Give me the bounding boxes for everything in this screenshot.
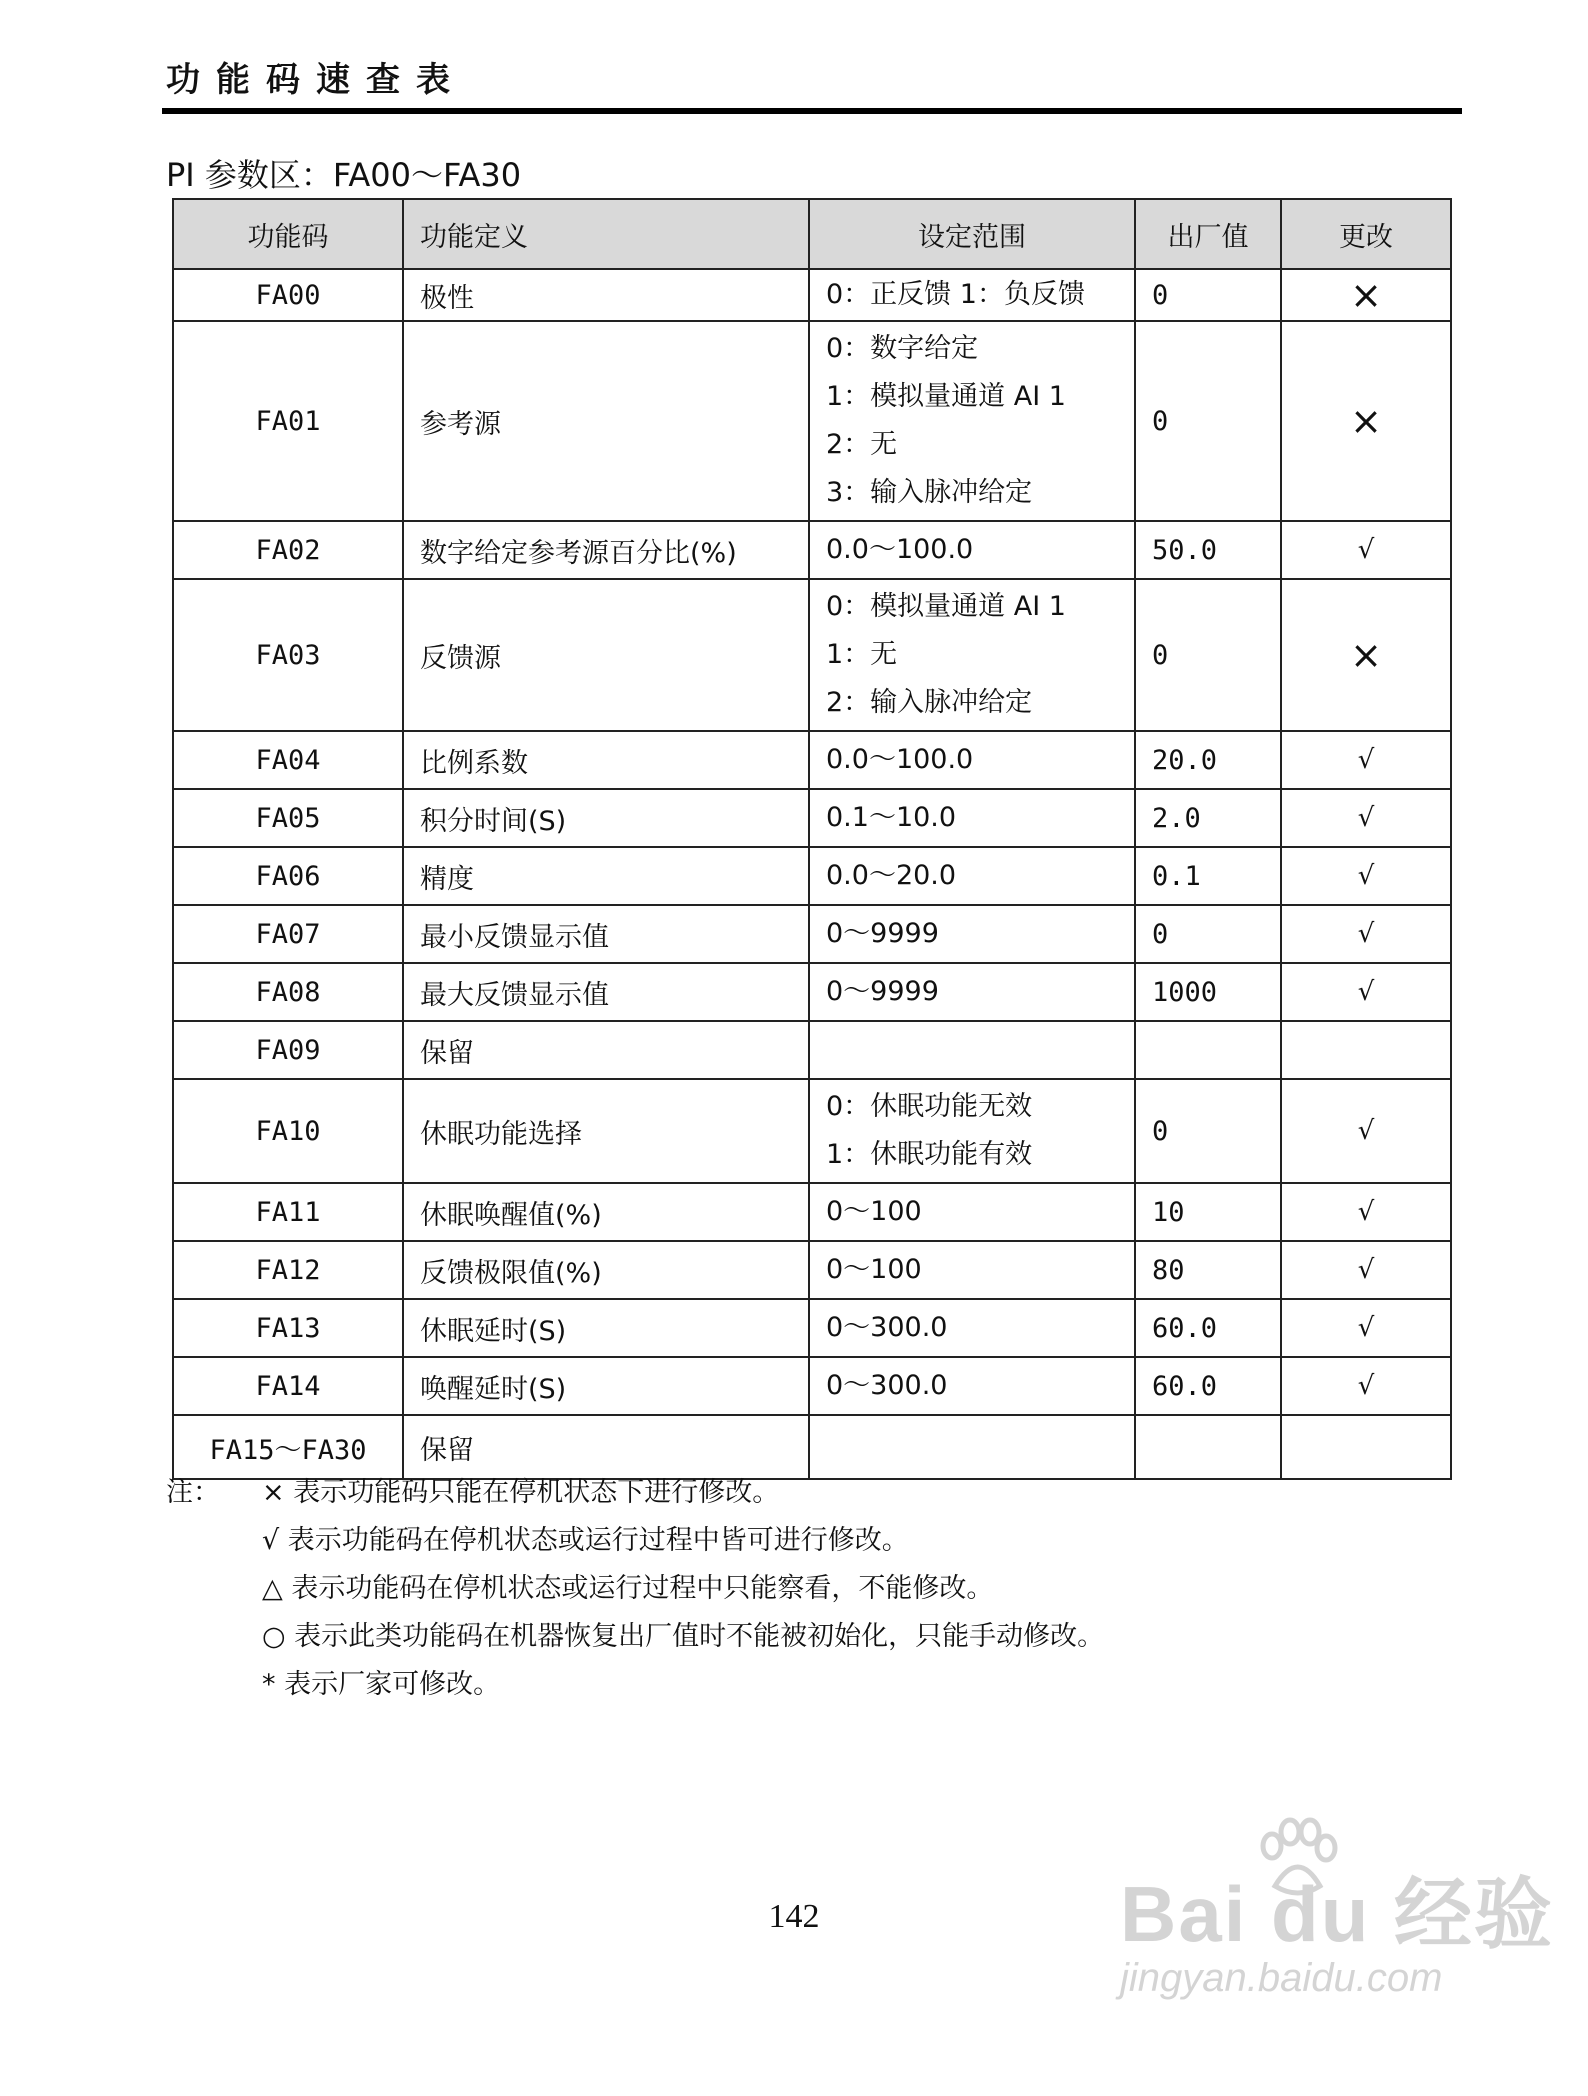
check-icon: √ <box>1281 963 1451 1021</box>
table-row <box>173 321 1451 521</box>
table-row <box>173 269 1451 321</box>
cell-range <box>809 1241 1135 1299</box>
cell-code: FA01 <box>173 321 403 521</box>
paw-logo-icon <box>1250 1816 1340 1906</box>
cell-code: FA10 <box>173 1079 403 1183</box>
cell-default: 0.1 <box>1135 847 1281 905</box>
check-icon: √ <box>1281 1079 1451 1183</box>
range-line: 0：模拟量通道 AI 1 <box>826 591 1066 622</box>
cell-code: FA11 <box>173 1183 403 1241</box>
page-header-title: 功能码速查表 <box>166 60 466 100</box>
cell-range <box>809 1183 1135 1241</box>
check-icon: √ <box>1281 1183 1451 1241</box>
cross-icon: × <box>1281 579 1451 731</box>
check-icon: √ <box>1281 521 1451 579</box>
cell-default: 0 <box>1135 321 1281 521</box>
watermark-url: jingyan.baidu.com <box>1120 1956 1443 2000</box>
table-row <box>173 963 1451 1021</box>
cell-name: 精度 <box>403 847 809 905</box>
table-row <box>173 1021 1451 1079</box>
note-item: * 表示厂家可修改。 <box>262 1669 501 1700</box>
cell-default: 1000 <box>1135 963 1281 1021</box>
cell-name: 保留 <box>403 1021 809 1079</box>
range-line: 3：输入脉冲给定 <box>826 477 1033 508</box>
range-line: 1：休眠功能有效 <box>826 1139 1033 1170</box>
check-icon: √ <box>1281 847 1451 905</box>
cell-name: 休眠唤醒值(%) <box>403 1183 809 1241</box>
cell-range <box>809 321 1135 521</box>
range-line: 0.1～10.0 <box>826 802 957 833</box>
range-line: 0.0～100.0 <box>826 534 974 565</box>
cell-default <box>1135 1021 1281 1079</box>
cell-range <box>809 579 1135 731</box>
cell-default: 60.0 <box>1135 1299 1281 1357</box>
range-line: 0～9999 <box>826 976 939 1007</box>
cell-name: 极性 <box>403 269 809 321</box>
table-header-row <box>173 199 1451 269</box>
range-line: 0～9999 <box>826 918 939 949</box>
cell-code: FA06 <box>173 847 403 905</box>
cell-range <box>809 1357 1135 1415</box>
note-item: ○ 表示此类功能码在机器恢复出厂值时不能被初始化，只能手动修改。 <box>262 1621 1105 1652</box>
cell-range <box>809 789 1135 847</box>
cell-name: 唤醒延时(S) <box>403 1357 809 1415</box>
cell-default: 80 <box>1135 1241 1281 1299</box>
table-row <box>173 1357 1451 1415</box>
cell-code: FA13 <box>173 1299 403 1357</box>
cell-default: 0 <box>1135 905 1281 963</box>
notes-label: 注： <box>166 1477 220 1508</box>
cell-name: 比例系数 <box>403 731 809 789</box>
range-line: 0～100 <box>826 1196 922 1227</box>
range-line: 0～300.0 <box>826 1370 948 1401</box>
cell-code: FA12 <box>173 1241 403 1299</box>
cell-default: 50.0 <box>1135 521 1281 579</box>
cell-range <box>809 1079 1135 1183</box>
table-row <box>173 789 1451 847</box>
column-header-code: 功能码 <box>173 199 403 269</box>
table-row <box>173 731 1451 789</box>
cell-code: FA07 <box>173 905 403 963</box>
column-header-default: 出厂值 <box>1135 199 1281 269</box>
range-line: 1：无 <box>826 639 898 670</box>
cross-icon: × <box>1281 321 1451 521</box>
cell-range <box>809 963 1135 1021</box>
baidu-watermark <box>1120 1852 1554 2001</box>
check-icon: √ <box>1281 905 1451 963</box>
table-row <box>173 905 1451 963</box>
table-row <box>173 579 1451 731</box>
cell-code: FA04 <box>173 731 403 789</box>
section-title: PI 参数区：FA00～FA30 <box>166 156 522 194</box>
cell-range <box>809 269 1135 321</box>
range-line: 0：正反馈 1：负反馈 <box>826 279 1085 310</box>
cell-range <box>809 1299 1135 1357</box>
cell-code: FA14 <box>173 1357 403 1415</box>
range-line: 0.0～20.0 <box>826 860 957 891</box>
range-line: 0～100 <box>826 1254 922 1285</box>
cell-code: FA00 <box>173 269 403 321</box>
cell-change <box>1281 1021 1451 1079</box>
cell-range <box>809 1415 1135 1479</box>
cell-name: 最大反馈显示值 <box>403 963 809 1021</box>
column-header-change: 更改 <box>1281 199 1451 269</box>
cross-icon: × <box>1281 269 1451 321</box>
range-line: 0：休眠功能无效 <box>826 1091 1033 1122</box>
check-icon: √ <box>1281 1241 1451 1299</box>
check-icon: √ <box>1281 731 1451 789</box>
cell-code: FA15～FA30 <box>173 1415 403 1479</box>
cell-name: 休眠功能选择 <box>403 1079 809 1183</box>
cell-range <box>809 731 1135 789</box>
table-row <box>173 1079 1451 1183</box>
cell-range <box>809 847 1135 905</box>
cell-default: 2.0 <box>1135 789 1281 847</box>
cell-code: FA05 <box>173 789 403 847</box>
cell-code: FA02 <box>173 521 403 579</box>
cell-name: 反馈极限值(%) <box>403 1241 809 1299</box>
range-line: 2：无 <box>826 429 898 460</box>
table-row <box>173 847 1451 905</box>
check-icon: √ <box>1281 789 1451 847</box>
cell-code: FA03 <box>173 579 403 731</box>
cell-default <box>1135 1415 1281 1479</box>
cell-name: 参考源 <box>403 321 809 521</box>
cell-default: 0 <box>1135 269 1281 321</box>
column-header-name: 功能定义 <box>403 199 809 269</box>
cell-range <box>809 905 1135 963</box>
cell-name: 数字给定参考源百分比(%) <box>403 521 809 579</box>
cell-default: 0 <box>1135 579 1281 731</box>
table-row <box>173 1241 1451 1299</box>
table-row <box>173 1183 1451 1241</box>
note-item: × 表示功能码只能在停机状态下进行修改。 <box>262 1477 780 1508</box>
cell-name: 反馈源 <box>403 579 809 731</box>
cell-code: FA09 <box>173 1021 403 1079</box>
header-rule <box>162 108 1462 114</box>
range-line: 0～300.0 <box>826 1312 948 1343</box>
table-row <box>173 521 1451 579</box>
range-line: 2：输入脉冲给定 <box>826 687 1033 718</box>
cell-change <box>1281 1415 1451 1479</box>
cell-default: 60.0 <box>1135 1357 1281 1415</box>
cell-default: 10 <box>1135 1183 1281 1241</box>
cell-range <box>809 521 1135 579</box>
watermark-logo-text: Bai du 经验 <box>1120 1870 1555 1958</box>
note-item: △ 表示功能码在停机状态或运行过程中只能察看，不能修改。 <box>262 1573 994 1604</box>
table-row <box>173 1299 1451 1357</box>
check-icon: √ <box>1281 1357 1451 1415</box>
range-line: 0.0～100.0 <box>826 744 974 775</box>
cell-range <box>809 1021 1135 1079</box>
range-line: 0：数字给定 <box>826 333 979 364</box>
note-item: √ 表示功能码在停机状态或运行过程中皆可进行修改。 <box>262 1525 909 1556</box>
cell-default: 0 <box>1135 1079 1281 1183</box>
cell-name: 保留 <box>403 1415 809 1479</box>
parameter-table <box>172 198 1452 1480</box>
cell-name: 积分时间(S) <box>403 789 809 847</box>
range-line: 1：模拟量通道 AI 1 <box>826 381 1066 412</box>
cell-default: 20.0 <box>1135 731 1281 789</box>
cell-code: FA08 <box>173 963 403 1021</box>
cell-name: 最小反馈显示值 <box>403 905 809 963</box>
cell-name: 休眠延时(S) <box>403 1299 809 1357</box>
page-number: 142 <box>768 1898 820 1935</box>
check-icon: √ <box>1281 1299 1451 1357</box>
column-header-range: 设定范围 <box>809 199 1135 269</box>
